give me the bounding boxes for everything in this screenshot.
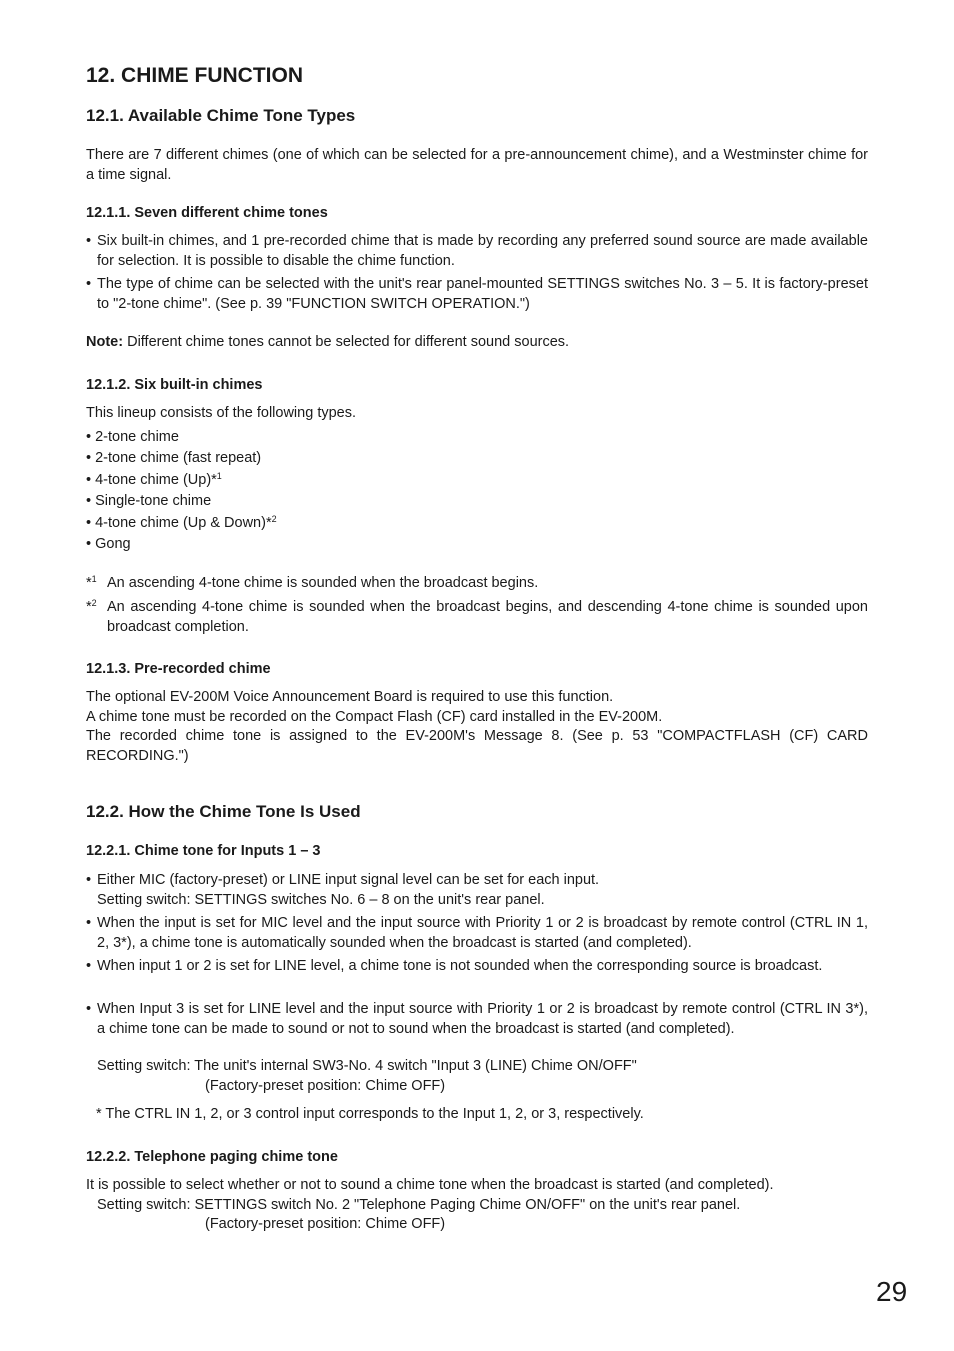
setting-switch: Setting switch: The unit's internal SW3-No. 4 switch "Input 3 (LINE) Chime ON/OFF": [97, 1058, 637, 1074]
list-item: • 4-tone chime (Up & Down)*$^2$: [86, 514, 277, 531]
factory-preset: (Factory-preset position: Chime OFF): [205, 1216, 446, 1232]
setting-switch: Setting switch: SETTINGS switch No. 2 "Telephone Paging Chime ON/OFF" on the unit's rear panel.: [97, 1197, 741, 1213]
heading-12-1-3: 12.1.3. Pre-recorded chime: [86, 661, 271, 677]
bullet-item: • When Input 3 is set for LINE level and the input source with Priority 1 or 2 is broadcast by remote control (CTRL IN 3*), a chime tone can be made to sound or not to sound when the broadcast is started (and completed).: [86, 1001, 868, 1037]
intro-12-1: There are 7 different chimes (one of which can be selected for a pre-announcement chime), and a Westminster chime for a time signal.: [86, 147, 868, 183]
paragraph: The recorded chime tone is assigned to the EV-200M's Message 8. (See p. 53 "COMPACTFLASH (CF) CARD RECORDING."): [86, 728, 868, 764]
list-item: • Gong: [86, 536, 131, 552]
factory-preset: (Factory-preset position: Chime OFF): [205, 1078, 446, 1094]
note-label: Note:: [86, 334, 124, 350]
page-number: 29: [876, 1276, 908, 1307]
paragraph: It is possible to select whether or not to sound a chime tone when the broadcast is started (and completed).: [86, 1177, 774, 1193]
bullet-item: • When the input is set for MIC level and the input source with Priority 1 or 2 is broadcast by remote control (CTRL IN 1, 2, 3*), a chime tone is automatically sounded when the broadcast is started (and completed).: [86, 915, 868, 951]
paragraph: The optional EV-200M Voice Announcement Board is required to use this function.: [86, 689, 614, 705]
heading-12-2-2: 12.2.2. Telephone paging chime tone: [86, 1149, 338, 1165]
list-item: • 2-tone chime (fast repeat): [86, 450, 262, 466]
bullet-item: • When input 1 or 2 is set for LINE level, a chime tone is not sounded when the corresponding source is broadcast.: [86, 958, 823, 974]
paragraph: A chime tone must be recorded on the Compact Flash (CF) card installed in the EV-200M.: [86, 709, 663, 725]
footnote: * The CTRL IN 1, 2, or 3 control input corresponds to the Input 1, 2, or 3, respectively.: [96, 1106, 644, 1122]
bullet-item: • Six built-in chimes, and 1 pre-recorded chime that is made by recording any preferred sound source are made available for selection. It is possible to disable the chime function.: [86, 233, 868, 269]
heading-12-1-2: 12.1.2. Six built-in chimes: [86, 377, 263, 393]
heading-12-1-1: 12.1.1. Seven different chime tones: [86, 205, 328, 221]
heading-12-2: 12.2. How the Chime Tone Is Used: [86, 802, 361, 821]
list-item: • 4-tone chime (Up)*$^1$: [86, 471, 222, 488]
note: [86, 333, 868, 353]
heading-12-2-1: 12.2.1. Chime tone for Inputs 1 – 3: [86, 843, 321, 859]
list-item: • Single-tone chime: [86, 493, 212, 509]
bullet-item: • The type of chime can be selected with the unit's rear panel-mounted SETTINGS switches No. 3 – 5. It is factory-preset to "2-tone chime". (See p. 39 "FUNCTION SWITCH OPERATION."): [86, 276, 868, 312]
note-text: Different chime tones cannot be selected for different sound sources.: [123, 334, 570, 350]
bullet-item: • Either MIC (factory-preset) or LINE input signal level can be set for each input. Setting switch: SETTINGS switches No. 6 – 8 on the unit's rear panel.: [86, 872, 600, 908]
heading-12-1: 12.1. Available Chime Tone Types: [86, 106, 356, 125]
intro-12-1-2: This lineup consists of the following types.: [86, 405, 356, 421]
footnote: *$^2$ An ascending 4-tone chime is sounded when the broadcast begins, and descending 4-tone chime is sounded upon broadcast completion.: [86, 598, 868, 635]
footnote: *$^1$ An ascending 4-tone chime is sounded when the broadcast begins.: [86, 574, 539, 591]
list-item: • 2-tone chime: [86, 429, 179, 445]
section-title: 12. CHIME FUNCTION: [86, 64, 304, 87]
